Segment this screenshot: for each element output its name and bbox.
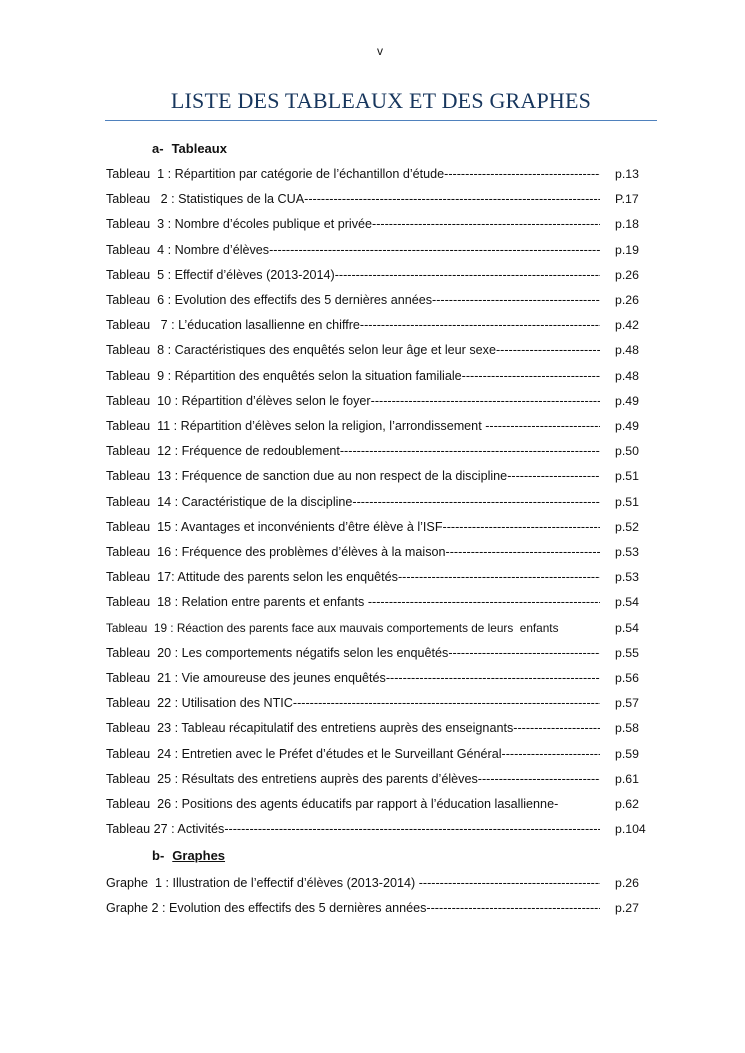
- dot-leader: [419, 874, 600, 892]
- page-number: v: [377, 44, 383, 58]
- entry-title: Tableau 19 : Réaction des parents face aux mauvais comportements de leurs enfants: [106, 620, 559, 635]
- entry-title: Graphe 1 : Illustration de l’effectif d’élèves (2013-2014): [106, 876, 419, 890]
- toc-entry[interactable]: [106, 190, 600, 208]
- entry-page-number: p.58: [615, 721, 639, 736]
- toc-entry[interactable]: [106, 417, 600, 435]
- entry-page-number: p.51: [615, 494, 639, 509]
- page-title: LISTE DES TABLEAUX ET DES GRAPHES: [170, 88, 592, 113]
- entry-page-number: p.48: [615, 343, 639, 358]
- entry-title: Tableau 9 : Répartition des enquêtés selon la situation familiale: [106, 368, 462, 383]
- section-heading: [152, 141, 227, 156]
- section-marker: b-: [152, 848, 165, 863]
- entry-page-number: P.17: [615, 192, 639, 207]
- entry-title: Tableau 25 : Résultats des entretiens auprès des parents d’élèves: [106, 771, 478, 786]
- dot-leader: [293, 694, 600, 712]
- entry-page-number: p.57: [615, 696, 639, 711]
- entry-title: Tableau 6 : Evolution des effectifs des 5 dernières années: [106, 293, 433, 307]
- toc-entry[interactable]: [106, 899, 600, 917]
- entry-title: Tableau 26 : Positions des agents éducatifs par rapport à l’éducation lasallienne-: [106, 797, 559, 811]
- entry-title: Tableau 16 : Fréquence des problèmes d’élèves à la maison: [106, 545, 446, 559]
- dot-leader: [426, 899, 600, 917]
- section-heading: [152, 848, 225, 863]
- entry-title: Tableau 27 : Activités: [106, 822, 225, 837]
- dot-leader: [360, 316, 600, 334]
- entry-title: Tableau 21 : Vie amoureuse des jeunes enquêtés: [106, 671, 386, 685]
- entry-page-number: p.52: [615, 519, 639, 534]
- entry-title: Tableau 8 : Caractéristiques des enquêtés selon leur âge et leur sexe: [106, 343, 496, 358]
- entry-title: Tableau 10 : Répartition d’élèves selon le foyer: [106, 393, 371, 408]
- dot-leader: [340, 442, 600, 460]
- toc-entry[interactable]: [106, 619, 600, 637]
- entry-page-number: p.50: [615, 444, 639, 459]
- entry-page-number: p.104: [615, 822, 646, 837]
- entry-page-number: p.26: [615, 876, 639, 890]
- toc-entry[interactable]: [106, 719, 600, 737]
- dot-leader: [352, 493, 600, 511]
- dot-leader: [448, 644, 600, 662]
- entry-title: Tableau 15 : Avantages et inconvénients d’être élève à l’ISF: [106, 519, 443, 534]
- entry-title: Tableau 17: Attitude des parents selon les enquêtés: [106, 570, 398, 585]
- dot-leader: [446, 543, 600, 561]
- entry-page-number: p.56: [615, 671, 639, 685]
- entry-page-number: p.59: [615, 746, 639, 761]
- entry-page-number: p.42: [615, 318, 639, 333]
- entry-title: Tableau 13 : Fréquence de sanction due au non respect de la discipline: [106, 469, 508, 484]
- entry-title: Tableau 11 : Répartition d’élèves selon la religion, l’arrondissement: [106, 419, 486, 433]
- dot-leader: [335, 266, 600, 284]
- dot-leader: [507, 467, 600, 485]
- toc-entry[interactable]: [106, 669, 600, 687]
- toc-entry[interactable]: [106, 745, 600, 763]
- toc-entry[interactable]: [106, 795, 600, 813]
- toc-entry[interactable]: [106, 266, 600, 284]
- entry-page-number: p.26: [615, 293, 639, 307]
- section-title: Tableaux: [171, 141, 227, 156]
- toc-entry[interactable]: [106, 874, 600, 892]
- dot-leader: [478, 770, 600, 788]
- toc-entry[interactable]: [106, 543, 600, 561]
- entry-page-number: p.49: [615, 393, 639, 408]
- entry-page-number: p.62: [615, 797, 639, 811]
- dot-leader: [224, 820, 600, 838]
- entry-page-number: p.54: [615, 595, 639, 610]
- toc-entry[interactable]: [106, 316, 600, 334]
- entry-title: Tableau 12 : Fréquence de redoublement: [106, 444, 340, 459]
- dot-leader: [304, 190, 600, 208]
- entry-page-number: p.53: [615, 570, 639, 585]
- dot-leader: [432, 291, 600, 309]
- entry-page-number: p.51: [615, 469, 639, 484]
- toc-entry[interactable]: [106, 341, 600, 359]
- entry-page-number: p.48: [615, 368, 639, 383]
- toc-entry[interactable]: [106, 241, 600, 259]
- entry-page-number: p.13: [615, 167, 639, 181]
- dot-leader: [496, 341, 600, 359]
- section-title: Graphes: [172, 848, 226, 863]
- toc-entry[interactable]: [106, 165, 600, 183]
- entry-page-number: p.61: [615, 771, 639, 786]
- toc-entry[interactable]: [106, 442, 600, 460]
- dot-leader: [368, 593, 600, 611]
- dot-leader: [372, 215, 600, 233]
- entry-title: Tableau 23 : Tableau récapitulatif des entretiens auprès des enseignants: [106, 721, 514, 736]
- dot-leader: [371, 392, 600, 410]
- toc-entry[interactable]: [106, 593, 600, 611]
- entry-title: Tableau 2 : Statistiques de la CUA: [106, 192, 305, 207]
- entry-title: Graphe 2 : Evolution des effectifs des 5 dernières années: [106, 900, 427, 915]
- entry-title: Tableau 5 : Effectif d’élèves (2013-2014): [106, 267, 335, 282]
- section-marker: a-: [152, 141, 164, 156]
- entry-title: Tableau 3 : Nombre d’écoles publique et privée: [106, 217, 373, 232]
- toc-entry[interactable]: [106, 392, 600, 410]
- entry-page-number: p.53: [615, 545, 639, 559]
- dot-leader: [386, 669, 600, 687]
- toc-entry[interactable]: [106, 291, 600, 309]
- toc-entry[interactable]: [106, 518, 600, 536]
- dot-leader: [513, 719, 600, 737]
- toc-entry[interactable]: [106, 493, 600, 511]
- toc-entry[interactable]: [106, 644, 600, 662]
- dot-leader: [485, 417, 600, 435]
- entry-title: Tableau 4 : Nombre d’élèves: [106, 242, 270, 257]
- entry-page-number: p.26: [615, 267, 639, 282]
- dot-leader: [444, 165, 600, 183]
- dot-leader: [502, 745, 600, 763]
- entry-page-number: p.27: [615, 900, 639, 915]
- entry-title: Tableau 7 : L’éducation lasallienne en chiffre: [106, 318, 360, 333]
- entry-title: Tableau 24 : Entretien avec le Préfet d’études et le Surveillant Général: [106, 746, 502, 761]
- toc-entry[interactable]: [106, 467, 600, 485]
- entry-page-number: p.19: [615, 242, 639, 257]
- dot-leader: [398, 568, 600, 586]
- entry-title: Tableau 1 : Répartition par catégorie de l’échantillon d’étude: [106, 167, 445, 181]
- toc-entry[interactable]: [106, 568, 600, 586]
- dot-leader: [462, 367, 600, 385]
- entry-page-number: p.49: [615, 419, 639, 433]
- dot-leader: [269, 241, 600, 259]
- toc-entry[interactable]: [106, 694, 600, 712]
- entry-page-number: p.18: [615, 217, 639, 232]
- entry-page-number: p.54: [615, 620, 639, 635]
- title-underline: [105, 120, 657, 121]
- toc-entry[interactable]: [106, 215, 600, 233]
- entry-page-number: p.55: [615, 645, 639, 660]
- entry-title: Tableau 18 : Relation entre parents et enfants: [106, 595, 368, 610]
- entry-title: Tableau 22 : Utilisation des NTIC: [106, 696, 293, 711]
- toc-entry[interactable]: [106, 770, 600, 788]
- entry-title: Tableau 14 : Caractéristique de la discipline: [106, 494, 353, 509]
- toc-entry[interactable]: [106, 367, 600, 385]
- dot-leader: [443, 518, 600, 536]
- toc-entry[interactable]: [106, 820, 600, 838]
- entry-title: Tableau 20 : Les comportements négatifs selon les enquêtés: [106, 645, 449, 660]
